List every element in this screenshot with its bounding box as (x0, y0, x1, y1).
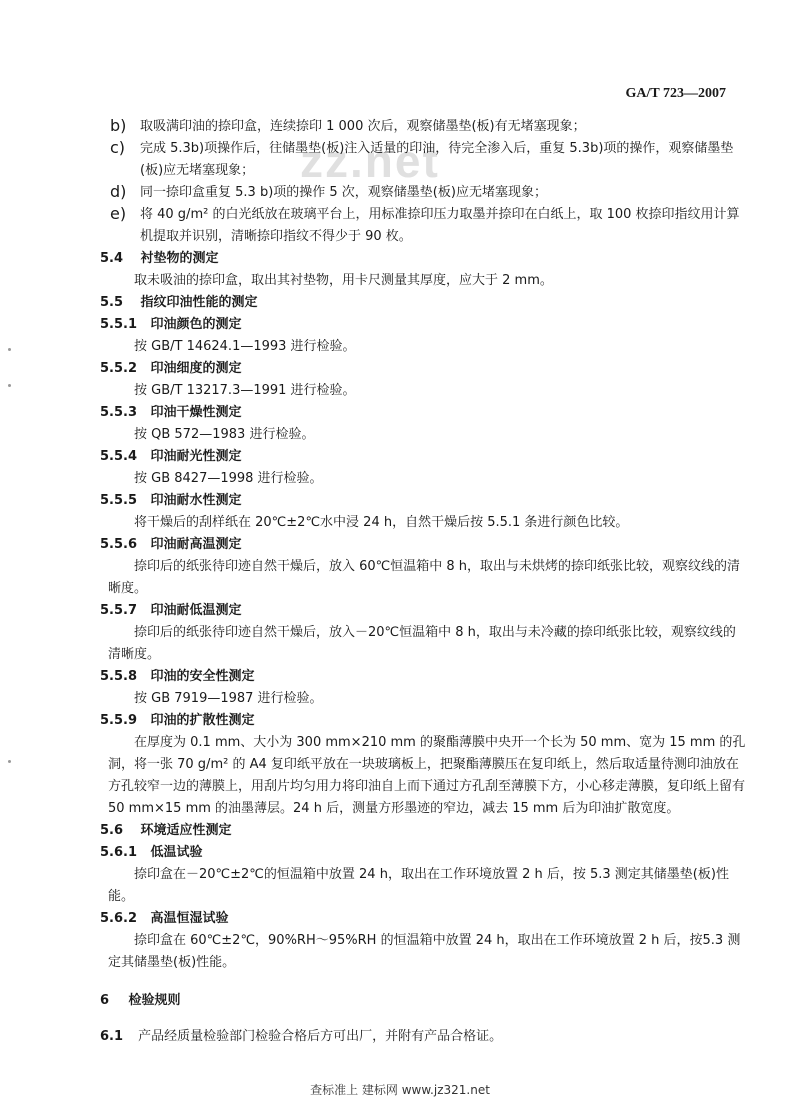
section-title: 印油干燥性测定 (150, 405, 242, 420)
section-number: 5.5.8 (100, 669, 138, 684)
list-item (108, 116, 748, 138)
section-heading (100, 358, 748, 380)
section-body: 按 GB/T 14624.1—1993 进行检验。 (134, 339, 356, 354)
document-body (100, 116, 748, 1048)
section-body: 捺印盒在－20℃±2℃的恒温箱中放置 24 h，取出在工作环境放置 2 h 后，按 5.3 测定其储墨垫(板)性能。 (108, 867, 729, 904)
clause (100, 1026, 748, 1048)
section-heading (100, 842, 748, 864)
item-mark: e) (110, 204, 127, 223)
section-title: 指纹印油性能的测定 (140, 295, 258, 310)
section-title: 环境适应性测定 (140, 823, 232, 838)
section-heading (100, 248, 748, 270)
section-title: 印油耐光性测定 (150, 449, 242, 464)
section-heading (100, 292, 748, 314)
section-title: 印油耐水性测定 (150, 493, 242, 508)
section-number: 5.5 (100, 295, 124, 310)
section-number: 5.4 (100, 251, 124, 266)
section-title: 印油细度的测定 (150, 361, 242, 376)
clause-number: 6.1 (100, 1029, 124, 1044)
section-body: 按 QB 572—1983 进行检验。 (134, 427, 315, 442)
list-item (108, 138, 748, 182)
section-heading (100, 710, 748, 732)
section-title: 高温恒湿试验 (150, 911, 229, 926)
section-heading (100, 666, 748, 688)
clause-text: 产品经质量检验部门检验合格后方可出厂，并附有产品合格证。 (138, 1029, 503, 1044)
item-text: 取吸满印油的捺印盒，连续捺印 1 000 次后，观察储墨垫(板)有无堵塞现象； (140, 119, 586, 134)
section-number: 5.5.2 (100, 361, 138, 376)
section-heading (100, 600, 748, 622)
page-footer: 查标准上 建标网 www.jz321.net (310, 1083, 490, 1097)
section-body: 取未吸油的捺印盒，取出其衬垫物，用卡尺测量其厚度，应大于 2 mm。 (134, 273, 553, 288)
section-number: 5.6 (100, 823, 124, 838)
watermark: zz.net (300, 135, 440, 187)
list-items (108, 116, 748, 248)
section-number: 5.6.2 (100, 911, 138, 926)
section-body: 按 GB/T 13217.3—1991 进行检验。 (134, 383, 356, 398)
section-body: 捺印后的纸张待印迹自然干燥后，放入 60℃恒温箱中 8 h，取出与未烘烤的捺印纸张比较，观察纹线的清晰度。 (108, 559, 741, 596)
section-number: 5.5.4 (100, 449, 138, 464)
section-title: 印油耐低温测定 (150, 603, 242, 618)
item-text: 将 40 g/m² 的白光纸放在玻璃平台上，用标准捺印压力取墨并捺印在白纸上，取 100 枚捺印指纹用计算机提取并识别，清晰捺印指纹不得少于 90 枚。 (140, 207, 740, 244)
section-number: 5.6.1 (100, 845, 138, 860)
item-mark: d) (110, 182, 127, 201)
list-item (108, 182, 748, 204)
section-heading (100, 402, 748, 424)
document-code: GA/T 723—2007 (625, 86, 726, 101)
section-number: 5.5.7 (100, 603, 138, 618)
item-mark: b) (110, 116, 127, 135)
section-title: 印油耐高温测定 (150, 537, 242, 552)
section-number: 5.5.6 (100, 537, 138, 552)
section-body: 将干燥后的刮样纸在 20℃±2℃水中浸 24 h，自然干燥后按 5.5.1 条进行颜色比较。 (134, 515, 629, 530)
section-title: 印油的扩散性测定 (150, 713, 255, 728)
section-heading (100, 908, 748, 930)
chapter-number: 6 (100, 993, 110, 1008)
section-body: 捺印后的纸张待印迹自然干燥后，放入－20℃恒温箱中 8 h，取出与未冷藏的捺印纸张比较，观察纹线的清晰度。 (108, 625, 736, 662)
section-heading (100, 490, 748, 512)
section-heading (100, 314, 748, 336)
item-text: 完成 5.3b)项操作后，往储墨垫(板)注入适量的印油，待完全渗入后，重复 5.3b)项的操作，观察储墨垫(板)应无堵塞现象； (140, 141, 734, 178)
chapter-heading (100, 990, 748, 1012)
section-number: 5.5.9 (100, 713, 138, 728)
section-title: 低温试验 (150, 845, 203, 860)
section-number: 5.5.1 (100, 317, 138, 332)
item-text: 同一捺印盒重复 5.3 b)项的操作 5 次，观察储墨垫(板)应无堵塞现象； (140, 185, 547, 200)
item-mark: c) (110, 138, 126, 157)
section-heading (100, 446, 748, 468)
section-number: 5.5.3 (100, 405, 138, 420)
section-number: 5.5.5 (100, 493, 138, 508)
section-body: 按 GB 7919—1987 进行检验。 (134, 691, 323, 706)
section-title: 印油颜色的测定 (150, 317, 242, 332)
section-title: 印油的安全性测定 (150, 669, 255, 684)
section-heading (100, 534, 748, 556)
scan-speck (8, 384, 11, 387)
section-body: 按 GB 8427—1998 进行检验。 (134, 471, 323, 486)
section-heading (100, 820, 748, 842)
scan-speck (8, 348, 11, 351)
list-item (108, 204, 748, 248)
section-title: 衬垫物的测定 (140, 251, 219, 266)
scan-speck (8, 760, 11, 763)
section-body: 在厚度为 0.1 mm、大小为 300 mm×210 mm 的聚酯薄膜中央开一个长为 50 mm、宽为 15 mm 的孔洞，将一张 70 g/m² 的 A4 复印纸平放在一块玻璃板上，把聚酯薄膜压在复印纸上，然后取适量待测印油放在方孔较窄一边的薄膜上，用刮片均匀用力将印油自上而下通过方孔刮至薄膜下方，小心移走薄膜，复印纸上留有 50 mm×15 mm 的油墨薄层。24 h 后，测量方形墨迹的窄边，减去 15 mm 后为印油扩散宽度。 (108, 735, 746, 816)
chapter-title: 检验规则 (128, 993, 181, 1008)
section-body: 捺印盒在 60℃±2℃，90%RH～95%RH 的恒温箱中放置 24 h，取出在工作环境放置 2 h 后，按5.3 测定其储墨垫(板)性能。 (108, 933, 741, 970)
